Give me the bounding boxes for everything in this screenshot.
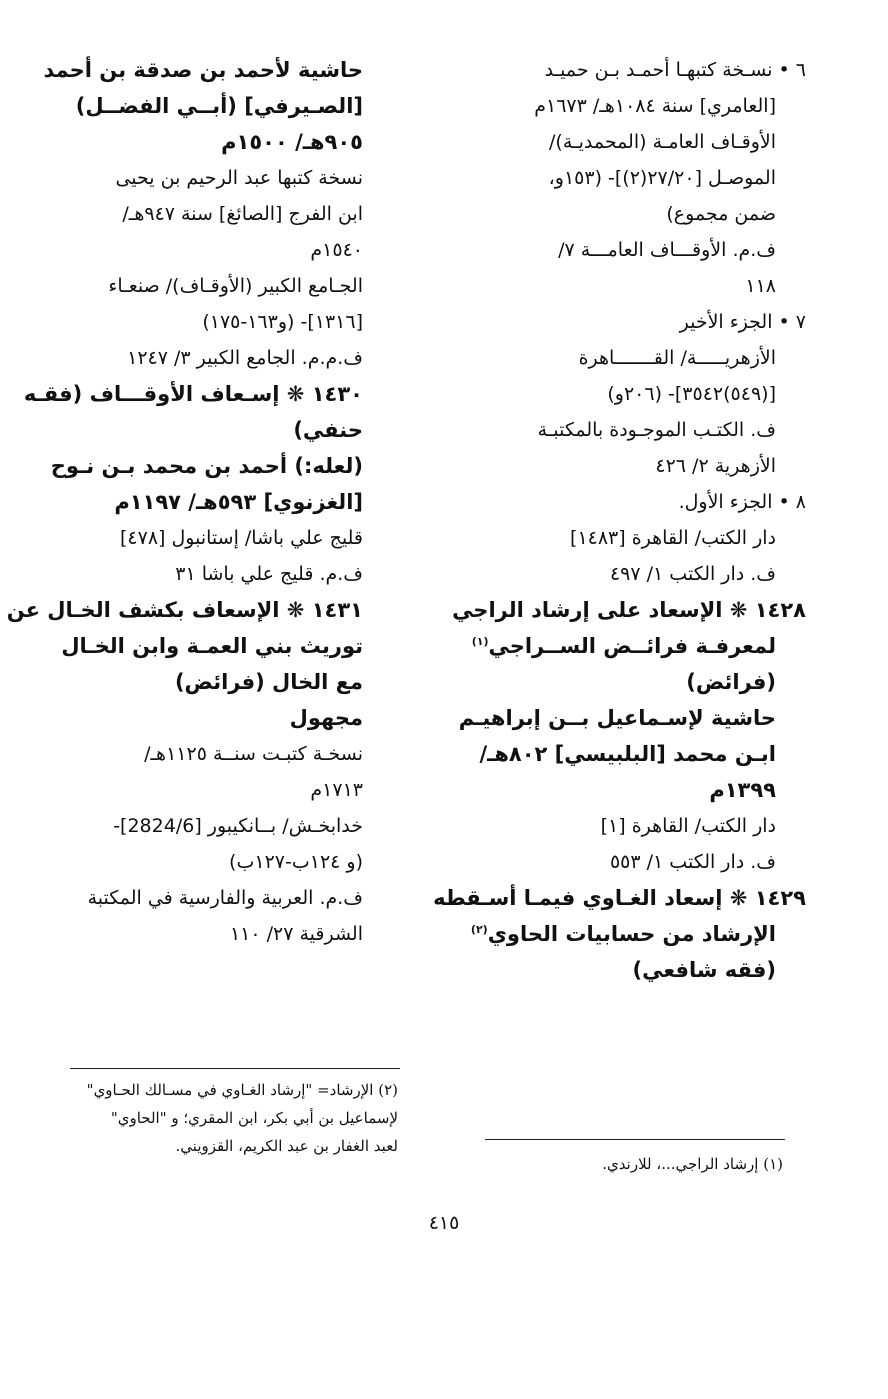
line-text: ١٣٩٩م	[709, 778, 776, 802]
line-text: حاشية لأحمد بن صدقة بن أحمد	[43, 58, 363, 82]
line-text: دار الكتب/ القاهرة [١]	[600, 815, 776, 837]
line-text: ١٥٤٠م	[310, 239, 363, 261]
text-line	[73, 232, 363, 268]
line-text: [(٥٤٩)٣٥٤٢]- (٢٠٦و)	[607, 383, 776, 405]
text-line	[456, 772, 806, 808]
text-line	[73, 808, 363, 844]
text-line	[456, 628, 806, 664]
text-line	[23, 376, 363, 412]
line-text: ١٤٣١ ❋ الإسعاف بكشف الخـال عن	[6, 598, 363, 622]
line-text: الجـامع الكبير (الأوقـاف)/ صنعـاء	[108, 275, 363, 297]
line-text: (فرائض)	[686, 670, 776, 694]
text-line	[456, 448, 806, 484]
text-line	[456, 484, 806, 520]
line-text: مجهول	[289, 706, 363, 730]
line-text: قليج علي باشا/ إستانبول [٤٧٨]	[119, 527, 363, 549]
line-text: ف. الكتـب الموجـودة بالمكتبـة	[537, 419, 776, 441]
line-text: ضمن مجموع)	[666, 203, 776, 225]
text-line	[456, 376, 806, 412]
footnote-line: لإسماعيل بن أبي بكر، ابن المقري؛ و "الحاوي"	[110, 1109, 398, 1127]
line-text: نسخة كتبها عبد الرحيم بن يحيى	[115, 167, 363, 189]
text-line	[73, 304, 363, 340]
footnote-line: لعبد الغفار بن عبد الكريم، القزويني.	[175, 1137, 398, 1155]
text-line	[73, 268, 363, 304]
text-line	[73, 700, 363, 736]
text-line	[73, 736, 363, 772]
text-line	[456, 412, 806, 448]
line-text: (فقه شافعي)	[632, 958, 776, 982]
text-line	[73, 556, 363, 592]
text-line	[456, 844, 806, 880]
line-text: [الغزنوي] ٥٩٣هـ/ ١١٩٧م	[114, 490, 363, 514]
line-text: ابن الفرج [الصائغ] سنة ٩٤٧هـ/	[122, 203, 363, 225]
line-text: ٦ • نسـخة كتبهـا أحمـد بـن حميـد	[544, 59, 806, 81]
line-text: مع الخال (فرائض)	[174, 670, 363, 694]
line-text: ١٤٢٨ ❋ الإسعاد على إرشاد الراجي	[452, 598, 806, 622]
line-text: (لعله:) أحمد بن محمد بـن نـوح	[50, 454, 363, 478]
line-text: لمعرفـة فرائــض الســراجي	[488, 634, 776, 658]
line-text: ف. دار الكتب ١/ ٥٥٣	[609, 851, 776, 873]
text-line	[73, 664, 363, 700]
text-line	[43, 52, 363, 88]
line-text: ف.م. الأوقـــاف العامـــة ٧/	[558, 239, 776, 261]
text-line	[456, 88, 806, 124]
footnote-line: (١) إرشاد الراجي...، للارندي.	[602, 1155, 783, 1173]
text-line	[456, 160, 806, 196]
text-line	[73, 844, 363, 880]
text-line	[456, 124, 806, 160]
line-text: ١٧١٣م	[310, 779, 363, 801]
line-text: الأزهريـــــة/ القـــــــاهرة	[578, 347, 776, 369]
text-line	[456, 520, 806, 556]
text-line	[73, 412, 363, 448]
text-line	[73, 88, 363, 124]
text-line	[73, 484, 363, 520]
line-text: ٩٠٥هـ/ ١٥٠٠م	[221, 130, 363, 154]
text-line	[452, 592, 806, 628]
line-text: الموصـل [٢٧/٢٠(٢)]- (١٥٣و،	[548, 167, 776, 189]
left-column	[6, 52, 363, 952]
line-text: ٧ • الجزء الأخير	[679, 311, 806, 333]
text-line	[73, 196, 363, 232]
line-text: [الصـيرفي] (أبــي الفضــل)	[75, 94, 363, 118]
line-text: حنفي)	[293, 418, 363, 442]
text-line	[433, 880, 806, 916]
line-text: ١٤٣٠ ❋ إسـعاف الأوقـــاف (فقـه	[23, 382, 363, 406]
text-line	[456, 808, 806, 844]
line-text: [العامري] سنة ١٠٨٤هـ/ ١٦٧٣م	[534, 95, 776, 117]
line-text: ابـن محمد [البلبيسي] ٨٠٢هـ/	[479, 742, 776, 766]
line-text: الإرشاد من حسابيات الحاوي	[487, 922, 776, 946]
line-text: [١٣١٦]- (و١٦٣-١٧٥)	[202, 311, 363, 333]
footnote-right	[493, 1150, 783, 1178]
text-line	[456, 736, 806, 772]
line-text: ف.م. العربية والفارسية في المكتبة	[87, 887, 363, 909]
line-text: حاشية لإسـماعيل بــن إبراهيـم	[458, 706, 776, 730]
text-line	[50, 448, 363, 484]
text-line	[456, 952, 806, 988]
footnote-separator-left	[70, 1068, 400, 1069]
footnote-marker: (١)	[471, 635, 489, 648]
line-text: ف.م. قليج علي باشا ٣١	[175, 563, 363, 585]
text-line	[6, 592, 363, 628]
text-line	[73, 124, 363, 160]
line-text: الشرقية ٢٧/ ١١٠	[229, 923, 363, 945]
text-line	[456, 916, 806, 952]
line-text: خدابخـش/ بــانكيبور [2824/6]-	[113, 815, 363, 837]
text-line	[73, 340, 363, 376]
line-text: ١٤٢٩ ❋ إسعاد الغـاوي فيمـا أسـقطه	[433, 886, 806, 910]
text-line	[61, 628, 363, 664]
line-text: الأوقـاف العامـة (المحمديـة)/	[549, 131, 776, 153]
text-line	[456, 664, 806, 700]
line-text: توريث بني العمـة وابن الخـال	[61, 634, 363, 658]
text-line	[73, 880, 363, 916]
line-text: ٨ • الجزء الأول.	[678, 491, 806, 513]
footnote-separator-right	[485, 1139, 785, 1140]
text-line	[456, 52, 806, 88]
text-line	[73, 916, 363, 952]
text-line	[456, 556, 806, 592]
right-column	[433, 52, 806, 988]
footnote-left	[58, 1076, 398, 1160]
line-text: نسخـة كتبـت سنــة ١١٢٥هـ/	[144, 743, 363, 765]
text-line	[456, 232, 806, 268]
text-line	[73, 772, 363, 808]
footnote-line: (٢) الإرشاد= "إرشاد الغـاوي في مسـالك الحـاوي"	[86, 1081, 398, 1099]
text-line	[73, 520, 363, 556]
text-line	[456, 268, 806, 304]
line-text: ١١٨	[745, 275, 776, 297]
line-text: ف. دار الكتب ١/ ٤٩٧	[609, 563, 776, 585]
line-text: دار الكتب/ القاهرة [١٤٨٣]	[570, 527, 776, 549]
text-line	[456, 700, 806, 736]
line-text: (و ١٢٤ب-١٢٧ب)	[229, 851, 363, 873]
text-line	[456, 196, 806, 232]
line-text: ف.م.م. الجامع الكبير ٣/ ١٢٤٧	[127, 347, 363, 369]
text-line	[456, 304, 806, 340]
text-line	[456, 340, 806, 376]
text-line	[73, 160, 363, 196]
footnote-marker: (٢)	[470, 923, 488, 936]
page-number: ٤١٥	[428, 1212, 460, 1234]
line-text: الأزهرية ٢/ ٤٢٦	[655, 455, 776, 477]
